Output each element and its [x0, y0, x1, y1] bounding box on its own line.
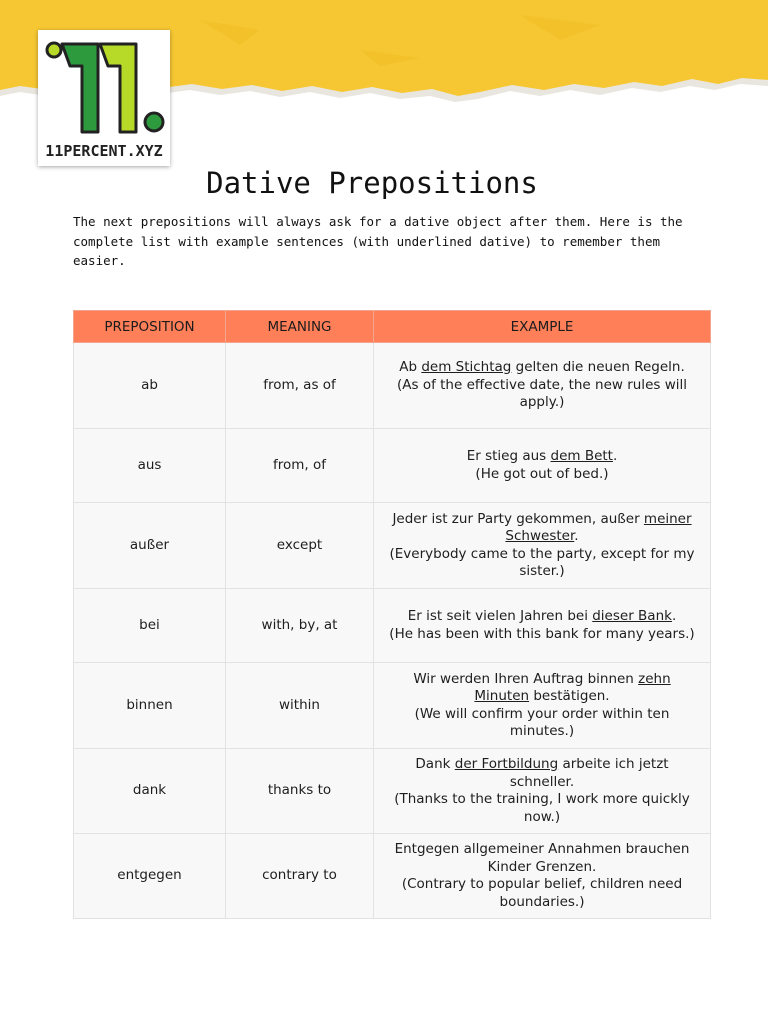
example-text: . [671, 608, 677, 624]
example-cell [374, 343, 711, 429]
example-translation: (We will confirm your order within ten minutes.) [414, 705, 670, 739]
example-cell [374, 503, 711, 589]
example-text: . [574, 528, 579, 544]
meaning-cell: except [226, 503, 374, 589]
example-text: Er ist seit vielen Jahren bei [407, 608, 593, 624]
dative-underline: dem Stichtag [421, 359, 512, 376]
example-cell [374, 589, 711, 663]
dative-underline: der Fortbildung [454, 756, 559, 772]
meaning-cell: from, of [226, 429, 374, 503]
example-text: . [612, 448, 618, 464]
table-row [74, 589, 711, 663]
intro-paragraph: The next prepositions will always ask for a dative object after them. Here is the complete list with example sentences (with underlined dative) to remember them easier. [73, 214, 683, 268]
table-row [74, 749, 711, 834]
example-text: arbeite ich jetzt schneller. [509, 756, 669, 790]
preposition-cell: ab [74, 343, 226, 429]
example-text: bestätigen. [529, 688, 610, 704]
example-text: Jeder ist zur Party gekommen, außer [392, 510, 644, 527]
example-translation: (He got out of bed.) [475, 465, 609, 482]
preposition-cell: entgegen [74, 834, 226, 919]
header-example: EXAMPLE [374, 311, 711, 343]
example-german [384, 608, 700, 626]
dative-underline: zehn Minuten [474, 670, 671, 704]
example-text: gelten die neuen Regeln. [511, 359, 685, 376]
meaning-cell: with, by, at [226, 589, 374, 663]
header-meaning: MEANING [226, 311, 374, 343]
dative-underline: dem Bett [550, 448, 613, 464]
brand-logo[interactable] [38, 30, 170, 166]
example-cell [374, 429, 711, 503]
preposition-cell: außer [74, 503, 226, 589]
example-cell [374, 749, 711, 834]
table-row [74, 503, 711, 589]
table-row [74, 429, 711, 503]
example-translation: (Everybody came to the party, except for my sister.) [389, 545, 695, 579]
example-text: Dank [415, 756, 455, 772]
preposition-cell: binnen [74, 663, 226, 749]
example-german [384, 841, 700, 876]
example-german [384, 448, 700, 466]
prepositions-table [73, 310, 711, 919]
header-preposition: PREPOSITION [74, 311, 226, 343]
example-german [384, 511, 700, 546]
preposition-cell: dank [74, 749, 226, 834]
example-text: Entgegen allgemeiner Annahmen brauchen Kinder Grenzen. [394, 841, 690, 875]
example-translation: (Contrary to popular belief, children need boundaries.) [401, 876, 683, 910]
meaning-cell: within [226, 663, 374, 749]
logo-mark-icon [42, 36, 166, 140]
meaning-cell: from, as of [226, 343, 374, 429]
dative-underline: meiner Schwester [505, 510, 692, 544]
dative-underline: dieser Bank [592, 608, 672, 624]
example-translation: (He has been with this bank for many years.) [389, 625, 695, 642]
example-text: Er stieg aus [466, 448, 551, 464]
preposition-cell: aus [74, 429, 226, 503]
example-german [384, 671, 700, 706]
table-header-row [74, 311, 711, 343]
logo-text: 11PERCENT.XYZ [45, 142, 163, 160]
meaning-cell: contrary to [226, 834, 374, 919]
table-row [74, 663, 711, 749]
example-german [384, 359, 700, 377]
example-cell [374, 663, 711, 749]
example-translation: (As of the effective date, the new rules will apply.) [397, 376, 687, 411]
table-row [74, 343, 711, 429]
example-translation: (Thanks to the training, I work more quickly now.) [394, 791, 690, 825]
example-text: Ab [399, 359, 422, 376]
example-cell [374, 834, 711, 919]
preposition-cell: bei [74, 589, 226, 663]
page-title: Dative Prepositions [206, 166, 538, 200]
meaning-cell: thanks to [226, 749, 374, 834]
table-row [74, 834, 711, 919]
example-german [384, 756, 700, 791]
example-text: Wir werden Ihren Auftrag binnen [413, 670, 639, 687]
